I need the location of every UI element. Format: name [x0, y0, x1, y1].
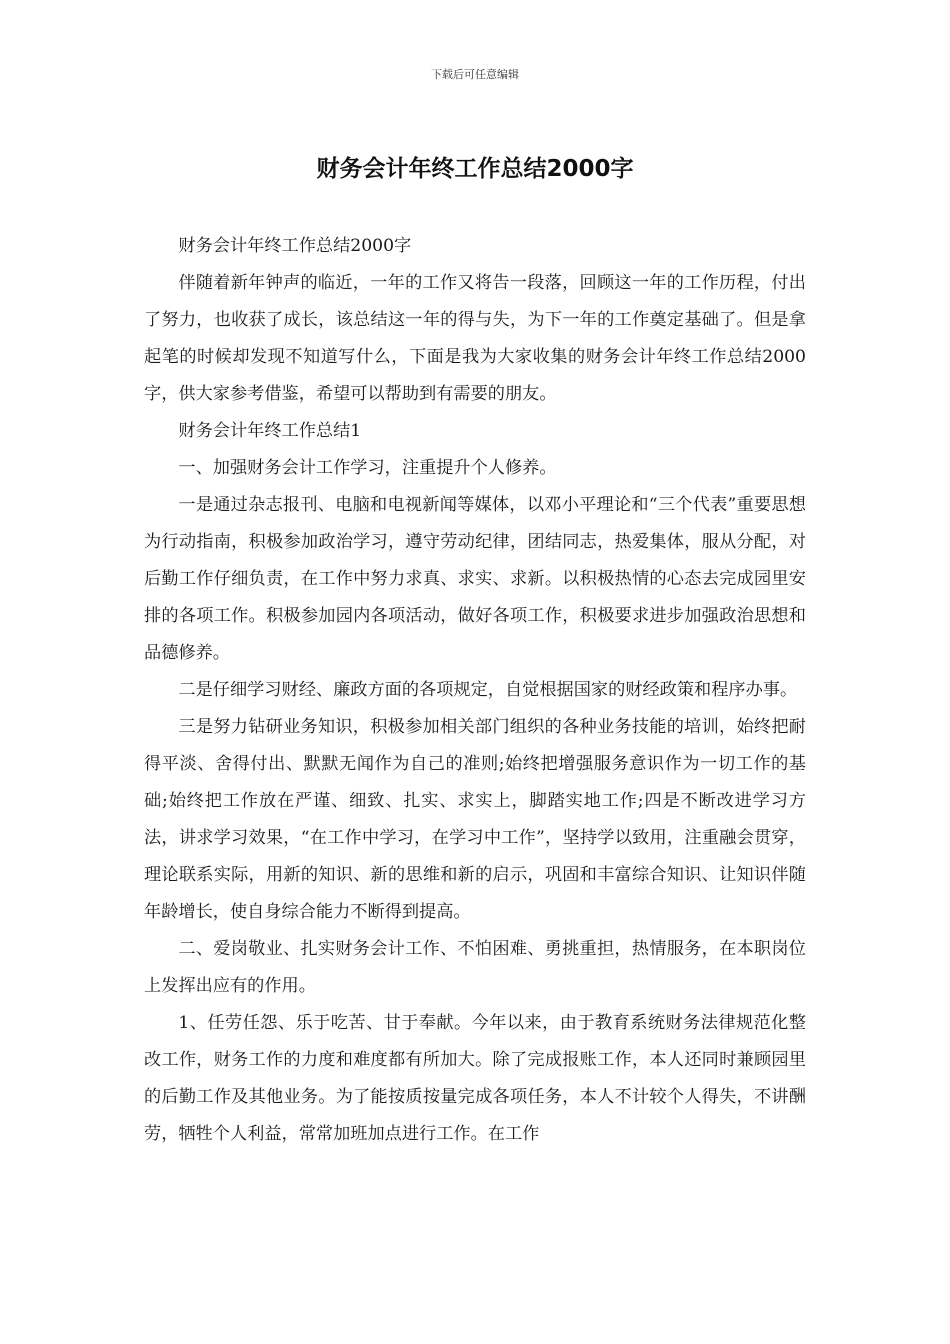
paragraph: 一、加强财务会计工作学习，注重提升个人修养。	[178, 458, 557, 478]
paragraph: 一是通过杂志报刊、电脑和电视新闻等媒体，以邓小平理论和“三个代表”重要思想为行动指南，积极参加政治学习，遵守劳动纪律，团结同志，热爱集体，服从分配，对后勤工作仔细负责，在工作中努力求真、求实、求新。以积极热情的心态去完成园里安排的各项工作。积极参加园内各项活动，做好各项工作，积极要求进步加强政治思想和品德修养。	[144, 495, 806, 663]
header-note: 下载后可任意编辑	[431, 68, 519, 81]
paragraph: 伴随着新年钟声的临近，一年的工作又将告一段落，回顾这一年的工作历程，付出了努力，也收获了成长，该总结这一年的得与失，为下一年的工作奠定基础了。但是拿起笔的时候却发现不知道写什么，下面是我为大家收集的财务会计年终工作总结2000字，供大家参考借鉴，希望可以帮助到有需要的朋友。	[144, 273, 806, 404]
paragraph: 1、任劳任怨、乐于吃苦、甘于奉献。今年以来，由于教育系统财务法律规范化整改工作，财务工作的力度和难度都有所加大。除了完成报账工作，本人还同时兼顾园里的后勤工作及其他业务。为了能按质按量完成各项任务，本人不计较个人得失，不讲酬劳，牺牲个人利益，常常加班加点进行工作。在工作	[144, 1013, 806, 1144]
paragraph: 财务会计年终工作总结2000字	[178, 236, 412, 256]
paragraph: 二、爱岗敬业、扎实财务会计工作、不怕困难、勇挑重担，热情服务，在本职岗位上发挥出应有的作用。	[144, 939, 806, 996]
paragraph: 二是仔细学习财经、廉政方面的各项规定，自觉根据国家的财经政策和程序办事。	[178, 680, 798, 700]
paragraph: 财务会计年终工作总结1	[178, 421, 362, 441]
document-title: 财务会计年终工作总结2000字	[316, 156, 634, 182]
paragraph: 三是努力钻研业务知识，积极参加相关部门组织的各种业务技能的培训，始终把耐得平淡、舍得付出、默默无闻作为自己的准则;始终把增强服务意识作为一切工作的基础;始终把工作放在严谨、细致、扎实、求实上，脚踏实地工作;四是不断改进学习方法，讲求学习效果，“在工作中学习，在学习中工作”，坚持学以致用，注重融会贯穿，理论联系实际，用新的知识、新的思维和新的启示，巩固和丰富综合知识、让知识伴随年龄增长，使自身综合能力不断得到提高。	[144, 717, 806, 922]
document-body	[144, 228, 806, 1153]
